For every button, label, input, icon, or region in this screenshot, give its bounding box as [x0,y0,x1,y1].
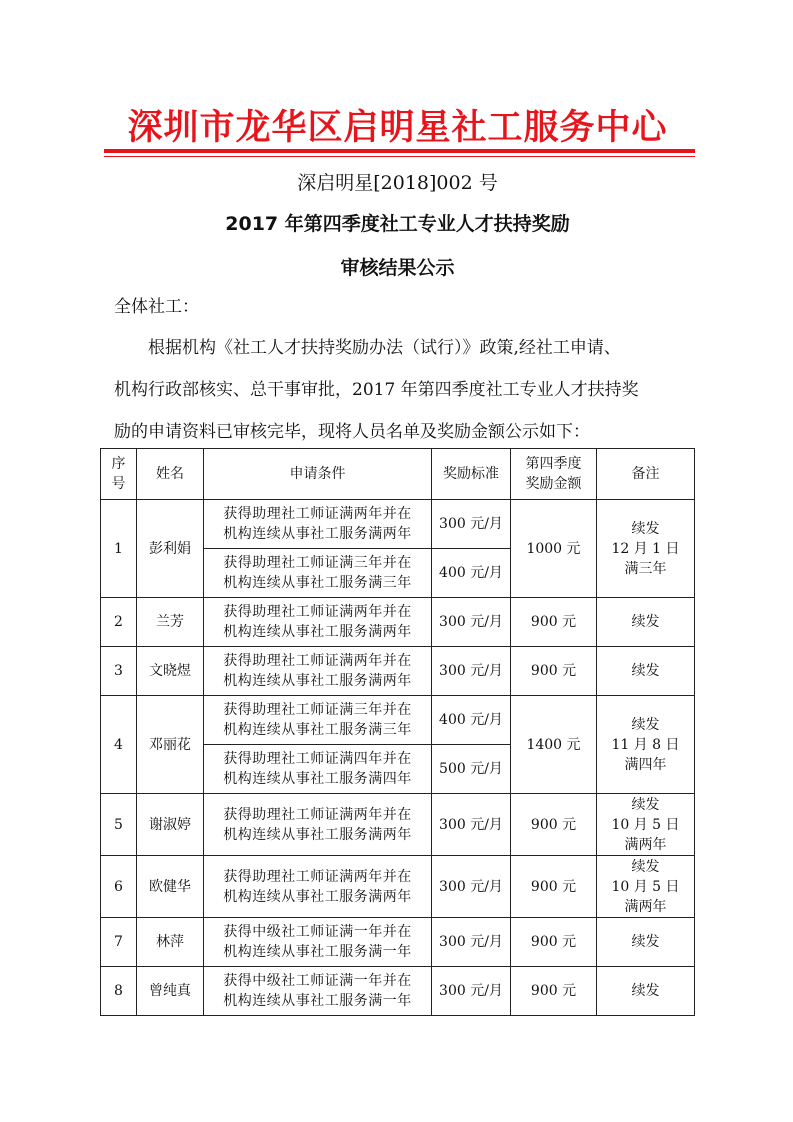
cell-condition: 获得中级社工师证满一年并在 机构连续从事社工服务满一年 [204,967,432,1016]
cell-condition: 获得助理社工师证满两年并在 机构连续从事社工服务满两年 [204,598,432,647]
table-row [101,500,695,549]
cell-remark: 续发 [597,647,695,696]
table-header-row [101,449,695,500]
cell-remark: 续发 10 月 5 日 满两年 [597,794,695,856]
cell-seq: 3 [101,647,137,696]
cell-name: 彭利娟 [137,500,204,598]
table-row [101,647,695,696]
cell-standard: 500 元/月 [432,745,511,794]
document-number: 深启明星[2018]002 号 [297,172,498,194]
cell-name: 曾纯真 [137,967,204,1016]
cell-standard: 300 元/月 [432,598,511,647]
cell-remark: 续发 12 月 1 日 满三年 [597,500,695,598]
cell-name: 文晓煜 [137,647,204,696]
cell-condition: 获得助理社工师证满三年并在 机构连续从事社工服务满三年 [204,696,432,745]
cell-standard: 400 元/月 [432,696,511,745]
cell-seq: 8 [101,967,137,1016]
cell-seq: 1 [101,500,137,598]
cell-name: 邓丽花 [137,696,204,794]
table-row [101,598,695,647]
table-row [101,696,695,745]
cell-remark: 续发 [597,918,695,967]
cell-seq: 4 [101,696,137,794]
cell-standard: 300 元/月 [432,500,511,549]
cell-condition: 获得助理社工师证满三年并在 机构连续从事社工服务满三年 [204,549,432,598]
header-seq: 序号 [101,449,137,500]
cell-standard: 300 元/月 [432,856,511,918]
cell-amount: 900 元 [511,598,597,647]
cell-condition: 获得助理社工师证满两年并在 机构连续从事社工服务满两年 [204,647,432,696]
letterhead-rule-thick [104,149,695,153]
cell-condition: 获得助理社工师证满两年并在 机构连续从事社工服务满两年 [204,794,432,856]
cell-amount: 900 元 [511,918,597,967]
cell-name: 欧健华 [137,856,204,918]
cell-standard: 300 元/月 [432,967,511,1016]
salutation: 全体社工： [114,297,199,317]
body-paragraph-line: 机构行政部核实、总干事审批，2017 年第四季度社工专业人才扶持奖 [114,380,639,400]
header-remark: 备注 [597,449,695,500]
table-row [101,856,695,918]
cell-amount: 900 元 [511,856,597,918]
header-condition: 申请条件 [204,449,432,500]
cell-standard: 300 元/月 [432,918,511,967]
table-row [101,967,695,1016]
cell-name: 谢淑婷 [137,794,204,856]
cell-remark: 续发 [597,967,695,1016]
cell-seq: 5 [101,794,137,856]
header-standard: 奖励标准 [432,449,511,500]
cell-standard: 300 元/月 [432,794,511,856]
document-title-line2: 审核结果公示 [340,257,455,279]
cell-seq: 2 [101,598,137,647]
cell-amount: 900 元 [511,647,597,696]
cell-name: 兰芳 [137,598,204,647]
cell-seq: 7 [101,918,137,967]
cell-remark: 续发 10 月 5 日 满两年 [597,856,695,918]
org-letterhead-title: 深圳市龙华区启明星社工服务中心 [127,108,668,148]
header-amount: 第四季度 奖励金额 [511,449,597,500]
cell-remark: 续发 [597,598,695,647]
award-table [100,448,695,1016]
cell-amount: 1000 元 [511,500,597,598]
cell-remark: 续发 11 月 8 日 满四年 [597,696,695,794]
header-name: 姓名 [137,449,204,500]
cell-seq: 6 [101,856,137,918]
table-row [101,794,695,856]
body-paragraph-line: 根据机构《社工人才扶持奖励办法（试行）》政策,经社工申请、 [148,338,621,358]
cell-condition: 获得中级社工师证满一年并在 机构连续从事社工服务满一年 [204,918,432,967]
cell-amount: 900 元 [511,794,597,856]
cell-condition: 获得助理社工师证满两年并在 机构连续从事社工服务满两年 [204,500,432,549]
table-row [101,918,695,967]
cell-standard: 300 元/月 [432,647,511,696]
body-paragraph-line: 励的申请资料已审核完毕，现将人员名单及奖励金额公示如下： [114,422,590,442]
letterhead-rule-thin [104,156,695,157]
document-title-line1: 2017 年第四季度社工专业人才扶持奖励 [225,213,570,235]
cell-condition: 获得助理社工师证满两年并在 机构连续从事社工服务满两年 [204,856,432,918]
cell-amount: 1400 元 [511,696,597,794]
cell-condition: 获得助理社工师证满四年并在 机构连续从事社工服务满四年 [204,745,432,794]
cell-standard: 400 元/月 [432,549,511,598]
cell-amount: 900 元 [511,967,597,1016]
cell-name: 林萍 [137,918,204,967]
